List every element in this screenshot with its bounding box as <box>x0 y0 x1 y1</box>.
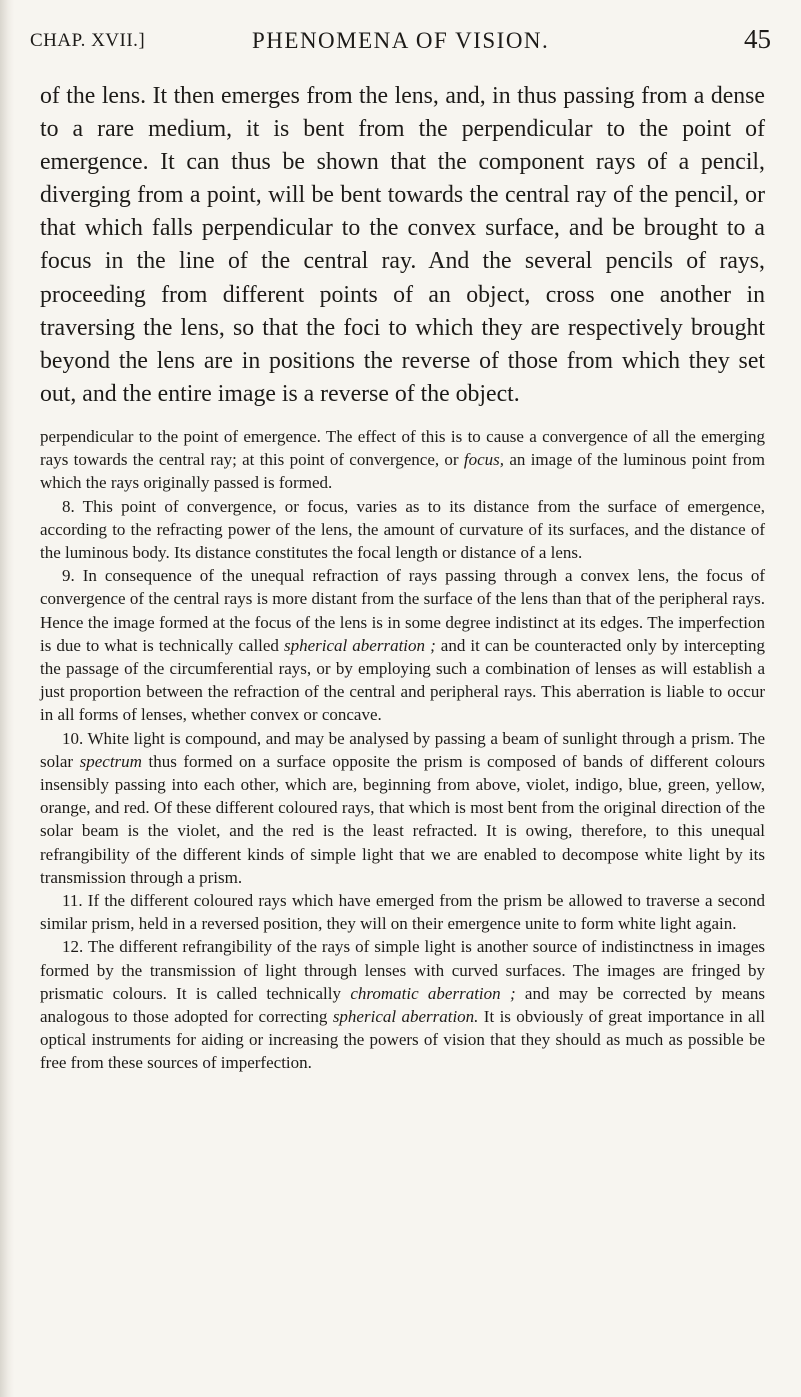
note-12-term-1: chromatic aberration ; <box>350 983 516 1003</box>
page-gutter-shadow <box>0 0 14 1397</box>
note-paragraph-12 <box>40 935 765 1074</box>
note-paragraph-11: 11. If the different coloured rays which have emerged from the prism be allowed to traverse a second similar prism, held in a reversed position, they will on their emergence unite to form white light again. <box>40 891 765 934</box>
note-9-text-b: and it can be counteracted only by intercepting the passage of the circumferential rays, or by employing such a combination of lenses as will establish a just proportion between the refraction of the central and peripheral rays. This aberration is liable to occur in all forms of lenses, whether convex or concave. <box>40 635 765 725</box>
page-number: 45 <box>744 24 771 54</box>
note-9-text-a: 9. In consequence of the unequal refraction of rays passing through a convex lens, the focus of convergence of the central rays is more distant from the surface of the lens than that of the peripheral rays. Hence the image formed at the focus of the lens is in some degree indistinct at its edges. The imperfection is due to what is technically called <box>40 566 765 655</box>
note-paragraph-7 <box>40 425 765 495</box>
small-print-notes <box>40 425 765 1075</box>
note-paragraph-8: 8. This point of convergence, or focus, varies as to its distance from the surface of emergence, according to the refracting power of the lens, the amount of curvature of its surfaces, and the distance of the luminous body. Its distance constitutes the focal length or distance of a lens. <box>40 496 765 563</box>
note-12-term-2: spherical aberration. <box>332 1007 479 1027</box>
note-10-text-a: 10. White light is compound, and may be analysed by passing a beam of sunlight through a prism. The solar <box>40 728 765 771</box>
note-12-text-c: It is obviously of great importance in all optical instruments for aiding or increasing the powers of vision that they should as much as possible be free from these sources of imperfection. <box>40 1007 766 1073</box>
note-7-term: focus, <box>463 450 505 470</box>
note-12-text-a: 12. The different refrangibility of the rays of simple light is another source of indistinctness in images formed by the transmission of light through lenses with curved surfaces. The images are fringed by prismatic colours. It is called technically <box>40 937 765 1003</box>
note-paragraph-10 <box>40 727 765 889</box>
note-7-text-a: perpendicular to the point of emergence. The effect of this is to cause a convergence of all the emerging rays towards the central ray; at this point of convergence, or <box>40 427 765 470</box>
note-10-term: spectrum <box>79 751 142 771</box>
main-paragraph: of the lens. It then emerges from the lens, and, in thus passing from a dense to a rare medium, it is bent from the perpendicular to the point of emergence. It can thus be shown that the component rays of a pencil, diverging from a point, will be bent towards the central ray of the pencil, or that which falls perpendicular to the convex surface, and be brought to a focus in the line of the central ray. And the several pencils of rays, proceeding from different points of an object, cross one another in traversing the lens, so that the foci to which they are respectively brought beyond the lens are in positions the reverse of those from which they set out, and the entire image is a reverse of the object. <box>40 83 765 407</box>
running-title: PHENOMENA OF VISION. <box>252 28 550 53</box>
note-10-text-b: thus formed on a surface opposite the prism is composed of bands of different colours insensibly passing into each other, which are, beginning from above, violet, indigo, blue, green, yellow, orange, and red. Of these different coloured rays, that which is most bent from the original direction of the solar beam is the violet, and the red is the least refracted. It is owing, therefore, to this unequal refrangibility of the different kinds of simple light that we are enabled to decompose white light by its transmission through a prism. <box>40 751 765 887</box>
note-paragraph-9 <box>40 564 765 726</box>
running-header <box>30 24 771 54</box>
main-text-block <box>40 80 765 411</box>
note-7-text-b: an image of the luminous point from which the rays originally passed is formed. <box>40 450 765 493</box>
note-9-term: spherical aberration ; <box>283 635 436 655</box>
chapter-label: CHAP. XVII.] <box>30 30 146 51</box>
note-12-text-b: and may be corrected by means analogous to those adopted for correcting <box>40 983 766 1027</box>
